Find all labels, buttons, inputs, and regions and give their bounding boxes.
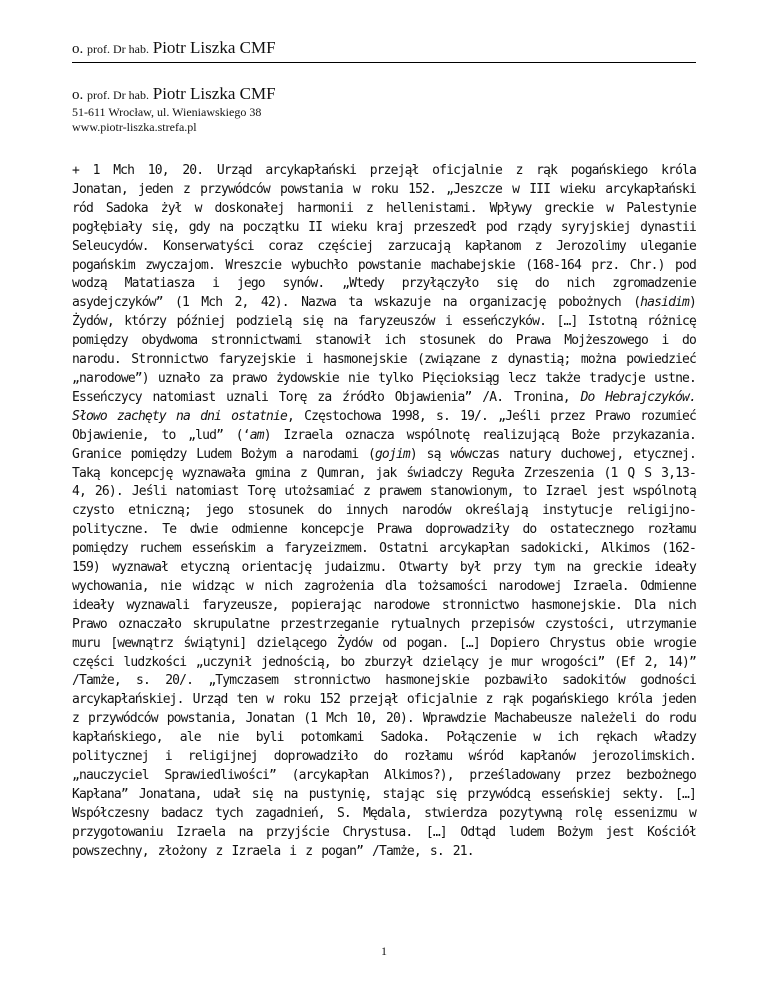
body-paragraph: [72, 162, 696, 862]
header-prefix: o.: [72, 41, 84, 57]
author-block: [72, 84, 276, 135]
author-website: www.piotr-liszka.strefa.pl: [72, 120, 197, 134]
body-italic-book-title: Do Hebrajczyków. Słowo zachęty na dni ostatnie: [72, 389, 696, 424]
body-italic-hasidim: hasidim: [640, 295, 690, 311]
header-author-name: Piotr Liszka CMF: [152, 38, 276, 57]
body-italic-am: am: [249, 427, 264, 443]
body-italic-gojim: gojim: [374, 446, 410, 462]
body-text-5: ) są wówczas natury duchowej, etycznej. Taką koncepcję wyznawała gmina z Qumran, jak świadczy Reguła Zrzeszenia (1 Q S 3,13-4, 26). Jeśli natomiast Torę utożsamiać z prawem stanowionym, to Izrael jest wspólnotą czysto etniczną; jego stosunek do innych narodów określają instytucje religijno-polityczne. Te dwie odmienne koncepcje Prawa doprowadziły do ostatecznego rozłamu pomiędzy ruchem esseńskim a faryzeizmem. Ostatni arcykapłan sadokicki, Alkimos (162-159) wyznawał etyczną orientację judaizmu. Otwarty był przy tym na greckie ideały wychowania, nie widząc w nich zagrożenia dla tożsamości narodowej Izraela. Odmienne ideały wyznawali faryzeusze, popierając narodowe stronnictwo hasmonejskie. Dla nich Prawo oznaczało skrupulatne przestrzeganie rytualnych przepisów czystości, utrzymanie muru [wewnątrz świątyni] dzielącego Żydów od pogan. […] Dopiero Chrystus obie wrogie części ludzkości „uczynił jednością, bo zburzył dzielący je mur wrogości” (Ef 2, 14)” /Tamże, s. 20/. „Tymczasem stronnictwo hasmonejskie pozbawiło sadokitów godności arcykapłańskiej. Urząd ten w roku 152 przejął oficjalnie z rąk pogańskiego króla jeden z przywódców powstania, Jonatan (1 Mch 10, 20). Wprawdzie Machabeusze należeli do rodu kapłańskiego, ale nie byli potomkami Sadoka. Połączenie w ich rękach władzy politycznej i religijnej doprowadziło do rozłamu wśród kapłanów jerozolimskich. „nauczyciel Sprawiedliwości” (arcykapłan Alkimos?), prześladowany przez bezbożnego Kapłana” Jonatana, udał się na pustynię, stając się przywódcą esseńskiej sekty. […] Współczesny badacz tych zagadnień, S. Mędala, stwierdza pozytywną rolę essenizmu w przygotowaniu Izraela na przyjście Chrystusa. […] Odtąd ludem Bożym jest Kościół powszechny, złożony z Izraela i z pogan” /Tamże, s. 21.: [72, 446, 696, 859]
author-prefix: o.: [72, 87, 84, 103]
page-header: [72, 38, 696, 63]
author-degree: prof. Dr hab.: [87, 88, 149, 102]
author-name: Piotr Liszka CMF: [152, 84, 276, 103]
body-text-1: + 1 Mch 10, 20. Urząd arcykapłański przejął oficjalnie z rąk pogańskiego króla Jonatan, jeden z przywódców powstania w roku 152. „Jeszcze w III wieku arcykapłański ród Sadoka żył w doskonałej harmonii z hellenistami. Wpływy greckie w Palestynie pogłębiały się, gdy na początku II wieku kraj przeszedł pod rządy syryjskiej dynastii Seleucydów. Konserwatyści coraz częściej zarzucają kapłanom z Jerozolimy uleganie pogańskim zwyczajom. Wreszcie wybuchło powstanie machabejskie (168-164 prz. Chr.) pod wodzą Matatiasza i jego synów. „Wtedy przyłączyło się do nich zgromadzenie asydejczyków” (1 Mch 2, 42). Nazwa ta wskazuje na organizację pobożnych (: [72, 163, 696, 311]
author-address: 51-611 Wrocław, ul. Wieniawskiego 38: [72, 105, 262, 119]
body-text-4: ) Izraela oznacza wspólnotę realizującą Boże przykazania. Granice pomiędzy Ludem Bożym a narodami (: [72, 427, 696, 462]
body-text-2: ) Żydów, którzy później podzielą się na faryzeuszów i esseńczyków. […] Istotną różnicę pomiędzy obydwoma stronnictwami stanowił ich stosunek do Prawa Mojżeszowego i do narodu. Stronnictwo faryzejskie i hasmonejskie (związane z dynastią; można powiedzieć „narodowe”) uznało za prawo żydowskie nie tylko Pięcioksiąg lecz także tradycje ustne. Esseńczycy natomiast uznali Torę za źródło Objawienia” /A. Tronina,: [72, 295, 696, 405]
author-name-line: [72, 84, 276, 105]
header-degree: prof. Dr hab.: [87, 42, 149, 56]
page-number: 1: [381, 944, 387, 958]
body-text-3: , Częstochowa 1998, s. 19/. „Jeśli przez Prawo rozumieć Objawienie, to „lud” (‘: [72, 408, 697, 443]
